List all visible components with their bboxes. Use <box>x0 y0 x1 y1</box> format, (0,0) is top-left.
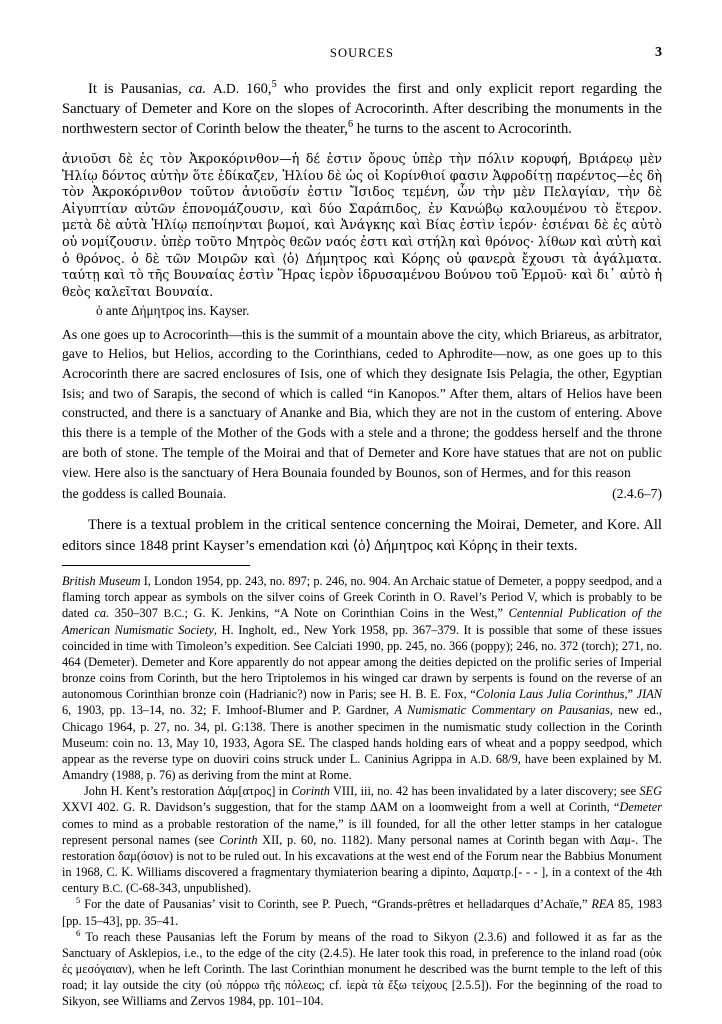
footnotes-block <box>62 573 662 1008</box>
footnote-continued: British Museum I, London 1954, pp. 243, no. 897; p. 246, no. 904. An Archaic statue of Demeter, a poppy seedpod, and a flaming torch appear as symbols on the silver coins of Greek Corinth in O. Ravel’s Period V, which is probably to be dated ca. 350–307 B.C.; G. K. Jenkins, “A Note on Corinthian Coins in the West,” Centennial Publication of the American Numismatic Society, H. Ingholt, ed., New York 1958, pp. 367–379. It is possible that some of these issues coincided in time with Timoleon’s expedition. See Calciati 1990, pp. 245, no. 366 (poppy); 246, no. 372 (torch); 271, no. 464 (Demeter). Demeter and Kore apparently do not appear among the deities depicted on the prolific series of Imperial bronze coins from Corinth, but the hero Triptolemos in his winged car drawn by serpents is found on the reverse of an autonomous Corinthian bronze coin (Hadrianic?) now in Paris; see H. B. E. Fox, “Colonia Laus Julia Corinthus,” JIAN 6, 1903, pp. 13–14, no. 32; F. Imhoof-Blumer and P. Gardner, A Numismatic Commentary on Pausanias, new ed., Chicago 1964, p. 27, no. 34, pl. G:138. There is another specimen in the numismatic study collection in the Corinth Museum: coin no. 13, May 10, 1933, Agora SE. The clasped hands holding ears of wheat and a poppy seedpod, which appear as the reverse type on duoviri coins struck under L. Caninius Agrippa in A.D. 68/9, have been explained by M. Amandry (1988, p. 76) as deriving from the mint at Rome. <box>62 574 663 783</box>
translation-last-line <box>62 484 662 504</box>
footnote-5: $^5$ For the date of Pausanias’ visit to Corinth, see P. Puech, “Grands-prêtres et helladarques d’Achaïe,” REA 85, 1983 [pp. 15–43], pp. 35–41. <box>62 895 662 928</box>
running-head-title: SOURCES <box>329 46 395 60</box>
paragraph-textual-problem: There is a textual problem in the critical sentence concerning the Moirai, Demeter, and Kore. All editors since 1848 print Kayser’s emendation καὶ ⟨ὁ⟩ Δήμητρος καὶ Κόρης in their texts. <box>62 516 662 554</box>
translation-passage: As one goes up to Acrocorinth—this is the summit of a mountain above the city, which Briareus, as arbitrator, gave to Helios, but Helios, according to the Corinthians, ceded to Aphrodite—now, as one goes up to this Acrocorinth there are sacred enclosures of Isis, one of which they designate Isis Pelagia, the other, Egyptian Isis; and two of Sarapis, the second of which is called “in Kanopos.” After them, altars of Helios have been constructed, and there is a sanctuary of Ananke and Bia, which they are not in the custom of entering. Above this there is a temple of the Mother of the Gods with a stele and a throne; the goddess herself and the throne are both of stone. The temple of the Moirai and that of Demeter and Kore have statues that are not on public view. Here also is the sanctuary of Hera Bounaia founded by Bounos, son of Hermes, and for this reason <box>62 326 662 480</box>
footnote-6: $^6$ To reach these Pausanias left the Forum by means of the road to Sikyon (2.3.6) and followed it as far as the Sanctuary of Asklepios, i.e., to the edge of the city (2.4.5). He later took this road, in preference to the inland road (οὐκ ἐς μεσόγαιαν), when he left Corinth. The last Corinthian monument he described was the burnt temple to the left of this road; it lay outside the city (οὐ πόρρω τῆς πόλεως; cf. ἱερὰ τὰ ἔξω τείχους [2.5.5]). For the beginning of the road to Sikyon, see Williams and Zervos 1984, pp. 101–104. <box>62 927 662 1008</box>
footnote-kent: John H. Kent’s restoration Δάμ[ατρος] in Corinth VIII, iii, no. 42 has been invalidated by a later discovery; see SEG XXVI 402. G. R. Davidson’s suggestion, that for the stamp ΔAM on a loomweight from a well at Corinth, “Demeter comes to mind as a probable restoration of the name,” is ill founded, for all the other letter stamps in her catalogue represent personal names (see Corinth XII, p. 60, no. 1182). Many personal names at Corinth began with Δαμ-. The restoration δαμ(όσιον) is not to be ruled out. In his excavations at the west end of the Forum near the Babbius Monument in 1968, C. K. Williams discovered a fragmentary thymiaterion bearing a dipinto, Δαματρ.[- - - ], in a context of the 4th century B.C. (C-68-343, unpublished). <box>62 784 663 895</box>
passage-citation: (2.4.6–7) <box>612 486 662 502</box>
greek-quotation: ἀνιοῦσι δὲ ἐς τὸν Ἀκροκόρινθον—ἡ δέ ἐστιν ὄρους ὑπὲρ τὴν πόλιν κορυφή, Βριάρεῳ μὲν Ἡλίῳ δόντος αὐτὴν ὅτε ἐδίκαζεν, Ἡλίου δὲ ὡς οἱ Κορίνθιοί φασιν Ἀφροδίτῃ παρέντος—ἐς δὴ τὸν Ἀκροκόρινθον τοῦτον ἀνιοῦσίν ἐστιν Ἴσιδος τεμένη, ὧν τὴν μὲν Πελαγίαν, τὴν δὲ Αἰγυπτίαν αὐτῶν ἐπονομάζουσιν, καὶ δύο Σαράπιδος, ἐν Κανώβῳ καλουμένου τὸ ἕτερον. μετὰ δὲ αὐτὰ Ἡλίῳ πεποίηνται βωμοί, καὶ Ἀνάγκης καὶ Βίας ἐστὶν ἱερόν· ἐσιέναι δὲ ἐς αὐτὸ οὐ νομίζουσιν. ὑπὲρ τοῦτο Μητρὸς θεῶν ναός ἐστι καὶ στήλη καὶ θρόνος· λίθων καὶ αὐτὴ καὶ ὁ θρόνος. ὁ δὲ τῶν Μοιρῶν καὶ ⟨ὁ⟩ Δήμητρος καὶ Κόρης οὐ φανερὰ ἔχουσι τὰ ἀγάλματα. ταύτῃ καὶ τὸ τῆς Βουναίας ἐστὶν Ἥρας ἱερὸν ἱδρυσαμένου Βούνου τοῦ Ἑρμοῦ· καὶ δι᾿ αὐτὸ ἡ θεὸς καλεῖται Βουναία. <box>62 150 662 299</box>
footnote-rule <box>62 565 250 566</box>
page-content <box>62 46 662 1009</box>
apparatus-criticus: ὁ ante Δήμητρος ins. Kayser. <box>96 303 250 319</box>
running-head <box>62 46 662 61</box>
translation-last-line-text: the goddess is called Bounaia. <box>62 486 227 502</box>
paragraph-intro: It is Pausanias, ca. A.D. 160,$^5$ who provides the first and only explicit report regarding the Sanctuary of Demeter and Kore on the slopes of Acrocorinth. After describing the monuments in the northwestern sector of Corinth below the theater,$^6$ he turns to the ascent to Acrocorinth. <box>62 79 662 137</box>
page-number: 3 <box>655 45 662 60</box>
